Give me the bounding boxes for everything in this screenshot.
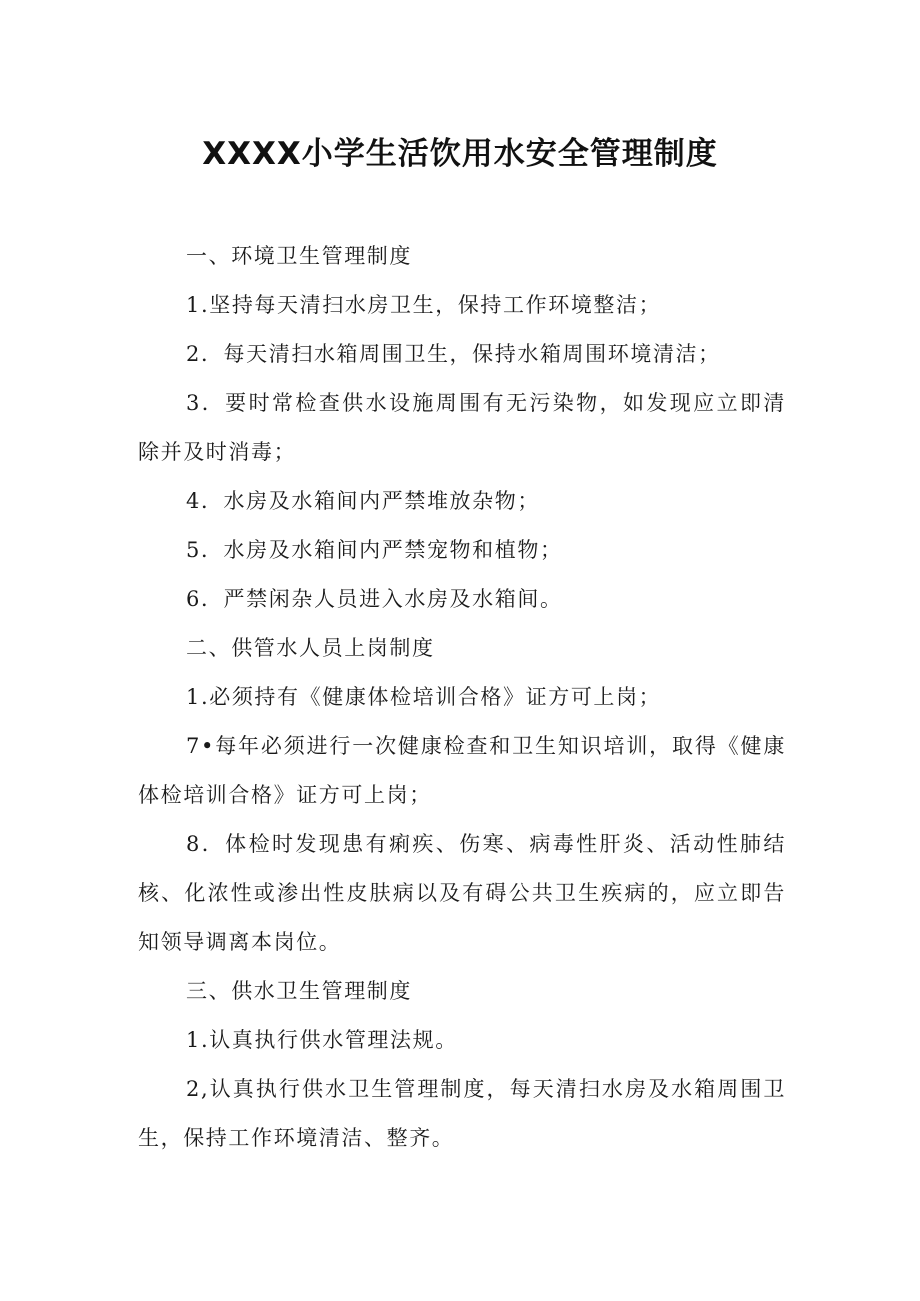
paragraph: 2,认真执行供水卫生管理制度，每天清扫水房及水箱周围卫生，保持工作环境清洁、整齐。	[138, 1077, 786, 1150]
paragraph: 5．水房及水箱间内严禁宠物和植物；	[186, 538, 563, 562]
paragraph: 3．要时常检查供水设施周围有无污染物，如发现应立即清除并及时消毒；	[138, 391, 786, 464]
paragraph: 1.必须持有《健康体检培训合格》证方可上岗；	[186, 685, 662, 709]
paragraph: 1.认真执行供水管理法规。	[186, 1028, 458, 1052]
section-heading-3: 三、供水卫生管理制度	[186, 979, 412, 1003]
paragraph: 7•每年必须进行一次健康检查和卫生知识培训，取得《健康体检培训合格》证方可上岗；	[138, 734, 786, 807]
document-body	[138, 232, 786, 1163]
document-title: XXXX小学生活饮用水安全管理制度	[202, 136, 718, 172]
section-heading-2: 二、供管水人员上岗制度	[186, 636, 435, 660]
paragraph: 8．体检时发现患有痢疾、伤寒、病毒性肝炎、活动性肺结核、化浓性或渗出性皮肤病以及有碍公共卫生疾病的，应立即告知领导调离本岗位。	[138, 832, 786, 954]
paragraph: 6．严禁闲杂人员进入水房及水箱间。	[186, 587, 563, 611]
paragraph: 1.坚持每天清扫水房卫生，保持工作环境整洁；	[186, 293, 662, 317]
paragraph: 2．每天清扫水箱周围卫生，保持水箱周围环境清洁；	[186, 342, 721, 366]
section-heading-1: 一、环境卫生管理制度	[186, 244, 412, 268]
paragraph: 4．水房及水箱间内严禁堆放杂物；	[186, 489, 540, 513]
